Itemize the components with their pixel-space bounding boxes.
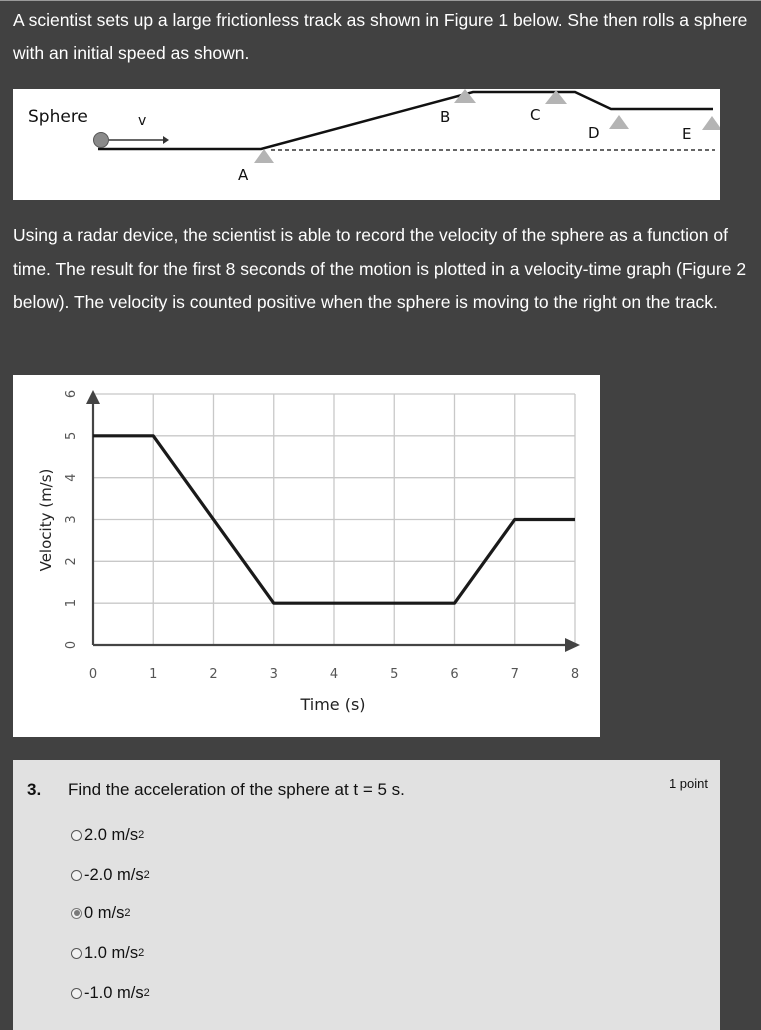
question-text: Find the acceleration of the sphere at t = 5 s. bbox=[68, 780, 405, 800]
x-tick-label: 4 bbox=[330, 667, 338, 682]
y-tick-label: 1 bbox=[64, 599, 79, 607]
answer-option-5[interactable] bbox=[71, 982, 150, 1004]
option-exponent: 2 bbox=[138, 829, 144, 841]
velocity-label: v bbox=[138, 113, 146, 129]
x-axis-arrowhead bbox=[565, 638, 580, 652]
top-divider bbox=[0, 0, 761, 1]
sphere bbox=[94, 133, 109, 148]
radio-button-selected[interactable] bbox=[71, 908, 82, 919]
x-tick-label: 2 bbox=[209, 667, 217, 682]
option-exponent: 2 bbox=[138, 947, 144, 959]
velocity-arrowhead bbox=[163, 136, 169, 144]
answer-option-2[interactable] bbox=[71, 864, 150, 886]
question-points: 1 point bbox=[669, 776, 708, 791]
option-value: 2.0 m/s bbox=[84, 826, 138, 845]
radio-button[interactable] bbox=[71, 948, 82, 959]
marker-e bbox=[702, 116, 720, 130]
y-tick-label: 2 bbox=[64, 557, 79, 565]
option-exponent: 2 bbox=[144, 869, 150, 881]
x-tick-label: 0 bbox=[89, 667, 97, 682]
radio-button[interactable] bbox=[71, 870, 82, 881]
intro-text: A scientist sets up a large frictionless track as shown in Figure 1 below. She then rolls a sphere with an initial speed as shown. bbox=[13, 4, 753, 70]
y-tick-label: 6 bbox=[64, 390, 79, 398]
x-tick-label: 1 bbox=[149, 667, 157, 682]
x-tick-label: 5 bbox=[390, 667, 398, 682]
option-value: 1.0 m/s bbox=[84, 944, 138, 963]
figure-2-velocity-time-graph bbox=[13, 375, 600, 737]
option-exponent: 2 bbox=[124, 907, 130, 919]
description-paragraph: Using a radar device, the scientist is able to record the velocity of the sphere as a function of time. The result for the first 8 seconds of the motion is plotted in a velocity-time graph (Figure 2 below). The velocity is counted positive when the sphere is moving to the right on the track. bbox=[13, 219, 753, 320]
y-tick-label: 4 bbox=[64, 474, 79, 482]
option-value: 0 m/s bbox=[84, 904, 124, 923]
option-value: -1.0 m/s bbox=[84, 984, 144, 1003]
option-exponent: 2 bbox=[144, 987, 150, 999]
point-label-c: C bbox=[530, 106, 540, 124]
y-tick-label: 5 bbox=[64, 432, 79, 440]
answer-option-1[interactable] bbox=[71, 824, 144, 846]
x-tick-label: 3 bbox=[270, 667, 278, 682]
y-tick-label: 3 bbox=[64, 515, 79, 523]
answer-option-4[interactable] bbox=[71, 942, 144, 964]
option-value: -2.0 m/s bbox=[84, 866, 144, 885]
y-tick-label: 0 bbox=[64, 641, 79, 649]
point-label-b: B bbox=[440, 108, 450, 126]
y-axis-label: Velocity (m/s) bbox=[37, 469, 55, 572]
marker-d bbox=[609, 115, 629, 129]
point-label-d: D bbox=[588, 124, 600, 142]
x-tick-label: 8 bbox=[571, 667, 579, 682]
radio-button[interactable] bbox=[71, 988, 82, 999]
x-axis-label: Time (s) bbox=[299, 695, 365, 714]
marker-a bbox=[254, 149, 274, 163]
point-label-a: A bbox=[238, 166, 249, 184]
x-tick-label: 6 bbox=[450, 667, 458, 682]
figure-1-track-diagram bbox=[13, 89, 720, 200]
radio-button[interactable] bbox=[71, 830, 82, 841]
answer-option-3[interactable] bbox=[71, 902, 130, 924]
y-axis-arrowhead bbox=[86, 390, 100, 404]
velocity-time-chart bbox=[13, 375, 600, 737]
question-number: 3. bbox=[27, 780, 41, 800]
sphere-label: Sphere bbox=[28, 107, 88, 127]
point-label-e: E bbox=[682, 125, 691, 143]
x-tick-label: 7 bbox=[511, 667, 519, 682]
question-card bbox=[13, 760, 720, 1030]
